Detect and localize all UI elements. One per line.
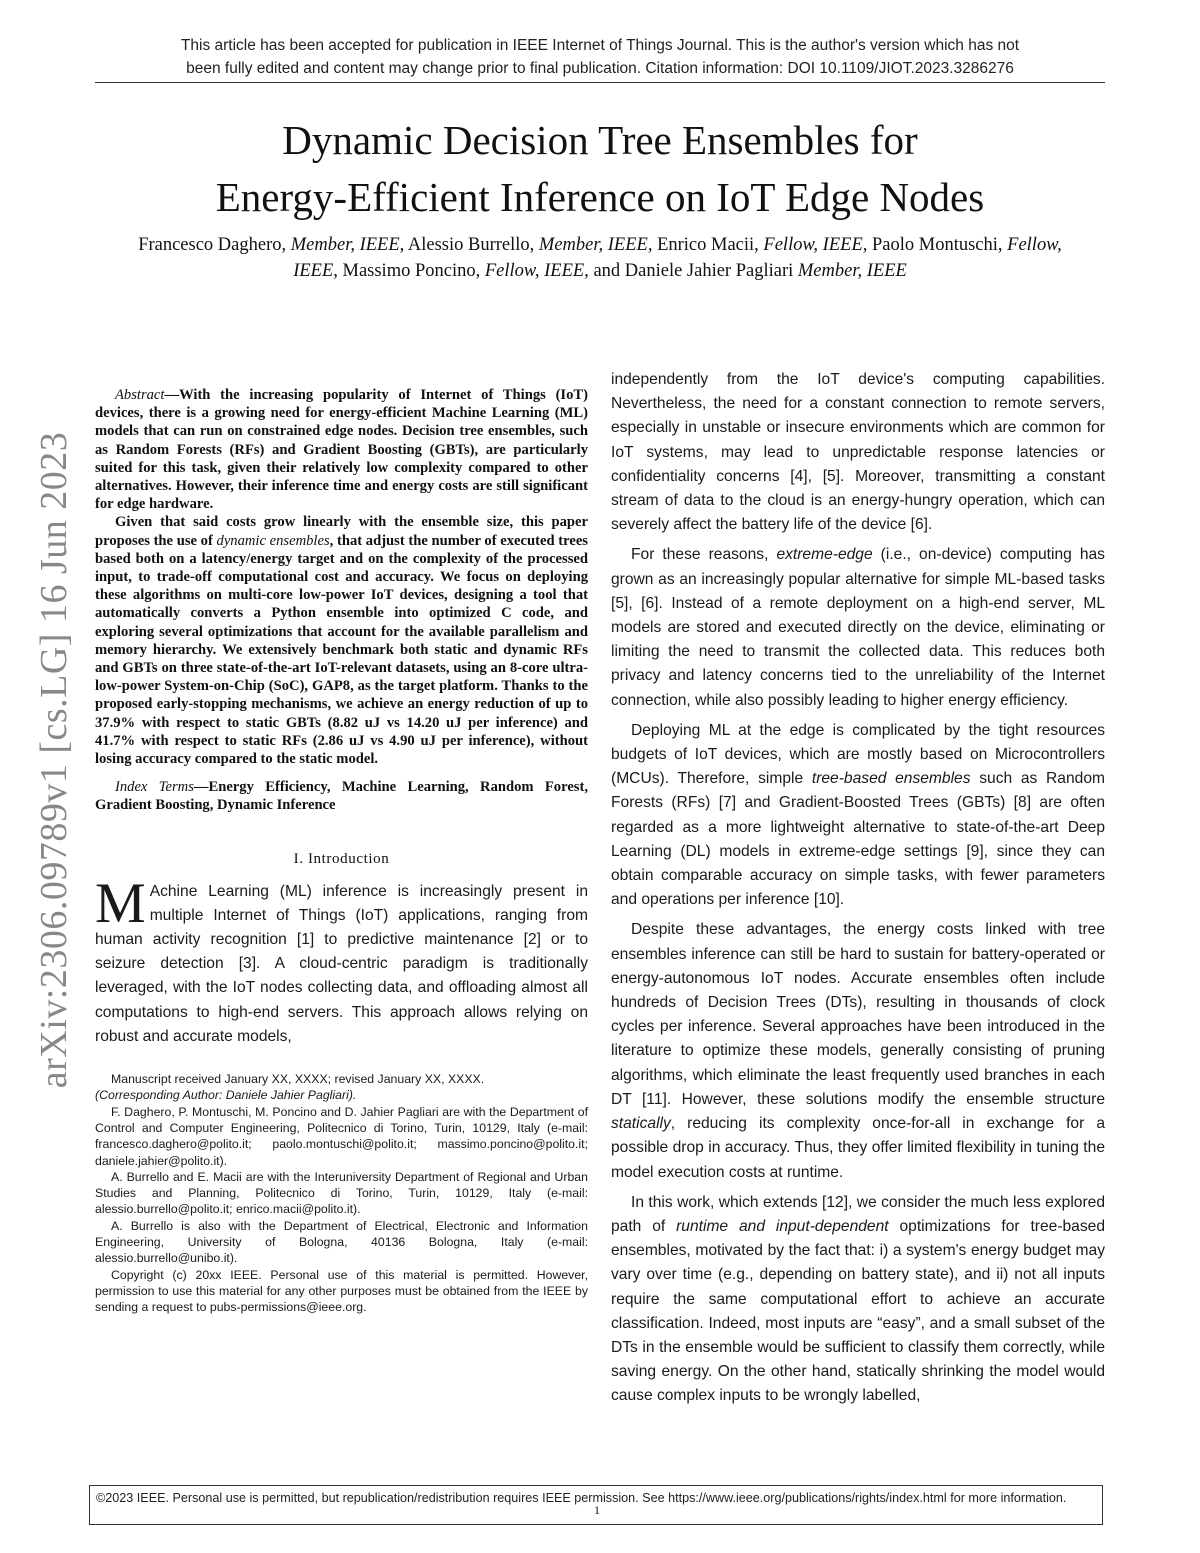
banner-divider — [95, 82, 1105, 83]
arxiv-stamp-text: arXiv:2306.09789v1 [cs.LG] 16 Jun 2023 — [33, 431, 75, 1089]
right-column — [611, 368, 1105, 1409]
right-text-3a: Deploying ML at the edge is complicated by the tight resources budgets of IoT devices, which are mostly based on Microcontrollers (MCUs). Therefore, simple — [611, 721, 1105, 788]
section-heading-introduction: I. Introduction — [293, 850, 390, 867]
author-name: Enrico Macii, — [657, 235, 759, 255]
right-text-4b: , reducing its complexity once-for-all in exchange for a possible drop in accuracy. Thus, they offer limited flexibility in tuning the model execution costs at runtime. — [611, 1115, 1105, 1181]
right-paragraph-4 — [611, 918, 1105, 1184]
right-paragraph-3 — [611, 719, 1105, 913]
author-name: Paolo Montuschi, — [872, 235, 1003, 255]
introduction-body — [95, 871, 588, 1049]
page-number: 1 — [594, 1503, 600, 1517]
paper-title — [100, 112, 1100, 226]
abstract-text-2b: , that adjust the number of executed trees based both on a latency/energy target and on the complexity of the processed input, to trade-off computational cost and accuracy. We focus on deploying these algorithms on multi-core low-power IoT devices, designing a tool that automatically converts a Python ensemble into optimized C code, and exploring several optimizations that account for the available parallelism and memory hierarchy. We extensively benchmark both static and dynamic RFs and GBTs on three state-of-the-art IoT-relevant datasets, using an 8-core ultra-low-power System-on-Chip (SoC), GAP8, as the target platform. Thanks to the proposed early-stopping mechanisms, we achieve an energy reduction of up to 37.9% with respect to static GBTs (8.82 uJ vs 14.20 uJ per inference) and 41.7% with respect to static RFs (2.86 uJ vs 4.90 uJ per inference), without losing accuracy compared to the static model. — [95, 532, 588, 768]
right-text-5a: In this work, which extends [12], we consider the much less explored path of — [611, 1193, 1105, 1235]
left-column — [95, 386, 588, 1316]
abstract-paragraph-2 — [95, 513, 588, 768]
title-line-1: Dynamic Decision Tree Ensembles for — [282, 117, 918, 163]
abstract-text-1: —With the increasing popularity of Internet of Things (IoT) devices, there is a growing need for energy-efficient Machine Learning (ML) models that can run on constrained edge nodes. Decision tree ensembles, such as Random Forests (RFs) and Gradient Boosting (GBTs), are particularly suited for this task, given their relatively low complexity compared to other alternatives. However, their inference time and energy costs are still significant for edge hardware. — [95, 387, 588, 513]
index-terms-label: Index Terms — [115, 779, 194, 796]
right-emphasis-5: runtime and input-dependent — [676, 1217, 889, 1235]
author-name: Alessio Burrello, — [407, 235, 535, 255]
abstract-paragraph-1 — [95, 386, 588, 513]
abstract-text-2a: Given that said costs grow linearly with the ensemble size, this paper proposes the use of — [95, 514, 588, 549]
right-text-3b: such as Random Forests (RFs) [7] and Gradient-Boosted Trees (GBTs) [8] are often regarded as a more lightweight alternative to state-of-the-art Deep Learning (DL) models in extreme-edge settings [9], since they can obtain comparable accuracy on simple tasks, with fewer parameters and operations per inference [10]. — [611, 770, 1105, 909]
index-terms — [95, 778, 588, 814]
right-emphasis-4: statically — [611, 1115, 671, 1133]
index-terms-text: —Energy Efficiency, Machine Learning, Random Forest, Gradient Boosting, Dynamic Inference — [95, 779, 588, 814]
footnote-affiliation-2: A. Burrello and E. Macii are with the Interuniversity Department of Regional and Urban Studies and Planning, Politecnico di Torino, Turin, 10129, Italy (e-mail: alessio.burrello@polito.it; enrico.macii@polito.it). — [95, 1169, 588, 1217]
author-role: Fellow, IEEE, — [293, 235, 1062, 281]
right-emphasis-3: tree-based ensembles — [811, 770, 971, 788]
footnote-copyright: Copyright (c) 20xx IEEE. Personal use of this material is permitted. However, permission to use this material for any other purposes must be obtained from the IEEE by sending a request to pubs-permissions@ieee.org. — [95, 1267, 588, 1315]
title-line-2: Energy-Efficient Inference on IoT Edge Nodes — [215, 174, 985, 220]
author-name: Massimo Poncino, — [342, 261, 481, 281]
right-text-2a: For these reasons, — [631, 546, 777, 564]
author-name: Francesco Daghero, — [138, 235, 287, 255]
right-column-body — [611, 368, 1105, 1409]
abstract-label: Abstract — [115, 387, 165, 403]
author-role: Member, IEEE, — [538, 235, 653, 255]
drop-cap: M — [95, 871, 146, 935]
author-role: Member, IEEE, — [290, 235, 405, 255]
author-role: Fellow, IEEE, — [763, 235, 868, 255]
banner-line-1: This article has been accepted for publication in IEEE Internet of Things Journal. This is the author's version which has not — [180, 37, 1020, 54]
footnote-received: Manuscript received January XX, XXXX; revised January XX, XXXX. — [111, 1072, 485, 1087]
right-emphasis-2: extreme-edge — [776, 546, 873, 564]
right-paragraph-5 — [611, 1191, 1105, 1409]
abstract-emphasis: dynamic ensembles — [216, 532, 330, 549]
introduction-paragraph-1 — [95, 871, 588, 1049]
author-list — [120, 232, 1080, 284]
introduction-text-1: Achine Learning (ML) inference is increasingly present in multiple Internet of Things (IoT) applications, ranging from human activity recognition [1] to predictive maintenance [2] or to seizure detection [3]. A cloud-centric paradigm is traditionally leveraged, with the IoT nodes collecting data, and offloading almost all computations to high-end servers. This approach allows relying on robust and accurate models, — [95, 882, 588, 1045]
author-name: and Daniele Jahier Pagliari — [593, 261, 794, 281]
right-text-5b: optimizations for tree-based ensembles, motivated by the fact that: i) a system's energy budget may vary over time (e.g., depending on battery state), and ii) not all inputs require the same computational effort to achieve an accurate classification. Indeed, most inputs are “easy”, and a small subset of the DTs in the ensemble would be sufficient to classify them correctly, while saving energy. On the other hand, statically shrinking the model would cause complex inputs to be wrongly labelled, — [611, 1217, 1105, 1405]
author-role: Member, IEEE — [797, 261, 907, 281]
right-text-4a: Despite these advantages, the energy costs linked with tree ensembles inference can still be hard to sustain for battery-operated or energy-autonomous IoT nodes. Accurate ensembles often include hundreds of Decision Trees (DTs), resulting in thousands of clock cycles per inference. Several approaches have been introduced in the literature to optimize these models, generally consisting of pruning algorithms, which eliminate the least frequently used branches in each DT [11]. However, these solutions modify the ensemble structure — [611, 921, 1105, 1108]
right-text-2b: (i.e., on-device) computing has grown as an increasingly popular alternative for simple ML-based tasks [5], [6]. Instead of a remote deployment on a high-end server, ML models are stored and executed directly on the device, eliminating or limiting the need to transmit the collected data. This reduces both privacy and latency concerns tied to the unreliability of the Internet connection, while also possibly leading to higher energy efficiency. — [611, 546, 1105, 709]
arxiv-stamp — [24, 420, 84, 1100]
author-role: Fellow, IEEE, — [484, 261, 589, 281]
footnote-affiliation-1: F. Daghero, P. Montuschi, M. Poncino and D. Jahier Pagliari are with the Department of Control and Computer Engineering, Politecnico di Torino, Turin, 10129, Italy (e-mail: francesco.daghero@polito.it; paolo.montuschi@polito.it; massimo.poncino@polito.it; daniele.jahier@polito.it). — [95, 1104, 588, 1168]
copyright-notice-box: ©2023 IEEE. Personal use is permitted, but republication/redistribution requires IEEE permission. See https://www.ieee.org/publications/rights/index.html for more information. — [89, 1485, 1103, 1525]
right-paragraph-1: independently from the IoT device's computing capabilities. Nevertheless, the need for a constant connection to remote servers, especially in unstable or insecure environments which are common for IoT systems, may lead to unpredictable response latencies or confidentiality concerns [4], [5]. Moreover, transmitting a constant stream of data to the cloud is an energy-hungry operation, which can severely affect the battery life of the device [6]. — [611, 371, 1105, 534]
footnote-corresponding: (Corresponding Author: Daniele Jahier Pagliari). — [95, 1088, 357, 1103]
footnotes — [95, 1071, 588, 1315]
publication-banner — [95, 34, 1105, 80]
footnote-affiliation-3: A. Burrello is also with the Department of Electrical, Electronic and Information Engineering, University of Bologna, 40136 Bologna, Italy (e-mail: alessio.burrello@unibo.it). — [95, 1218, 588, 1266]
abstract — [95, 386, 588, 768]
footnote-manuscript — [95, 1071, 588, 1104]
banner-line-2: been fully edited and content may change prior to final publication. Citation information: DOI 10.1109/JIOT.2023.3286276 — [186, 60, 1014, 77]
right-paragraph-2 — [611, 543, 1105, 712]
